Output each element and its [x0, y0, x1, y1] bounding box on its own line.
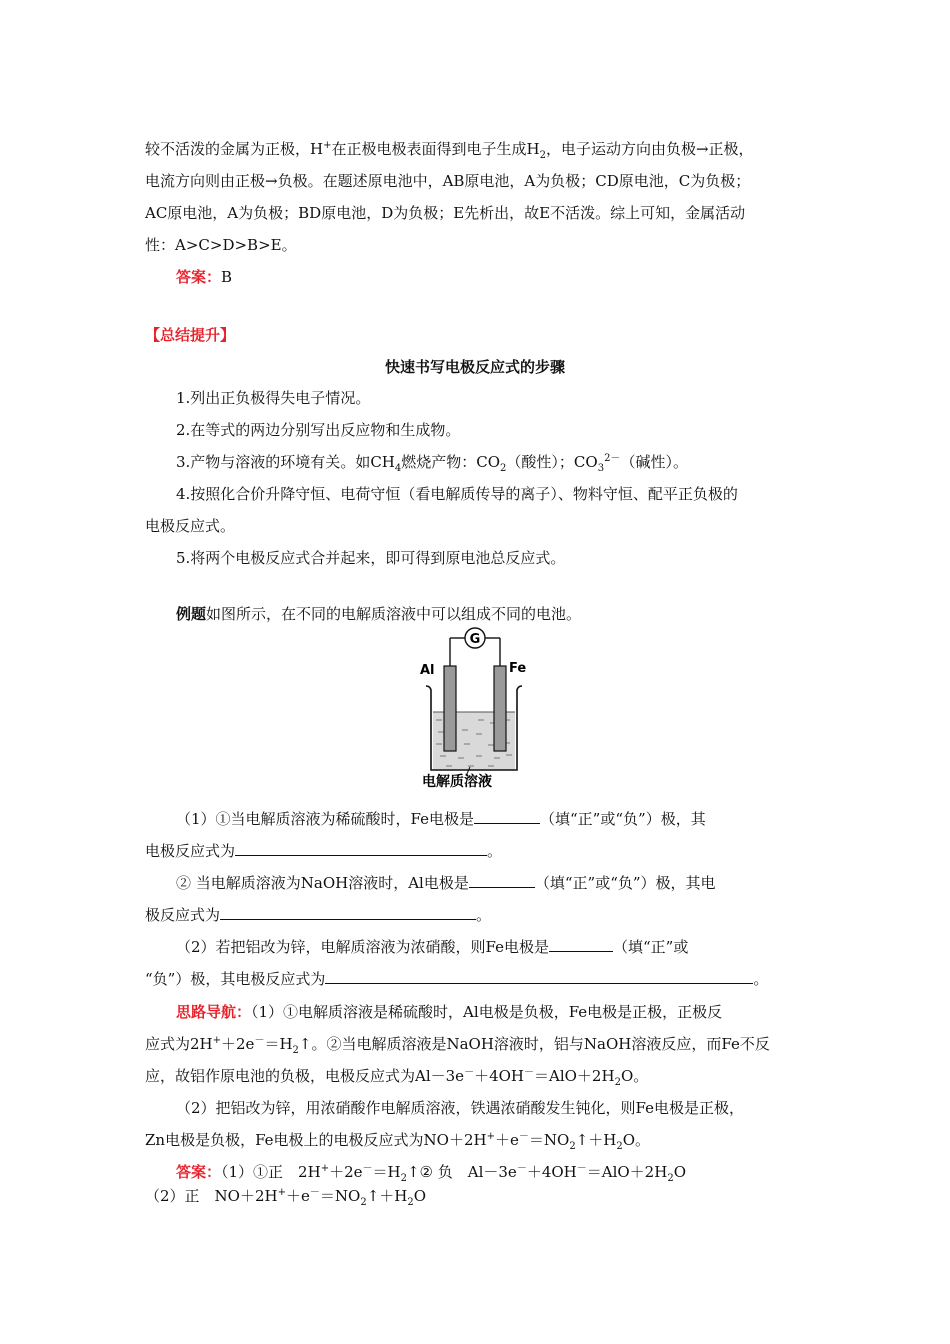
text: 应式为2H	[145, 1035, 213, 1053]
text: ＝H	[372, 1163, 401, 1181]
summary-title: 快速书写电极反应式的步骤	[384, 358, 565, 376]
guide-line-2	[145, 1034, 770, 1054]
summary-step-2: 2.在等式的两边分别写出反应物和生成物。	[176, 421, 461, 439]
superscript: +	[486, 1131, 495, 1142]
text: “负”）极，其电极反应式为	[145, 970, 326, 988]
text: ＝H	[264, 1035, 293, 1053]
summary-heading: 【总结提升】	[145, 326, 236, 344]
answer-blank[interactable]	[235, 841, 487, 856]
answer-blank[interactable]	[549, 937, 613, 952]
answer-value: B	[221, 268, 233, 286]
superscript: －	[518, 1131, 529, 1142]
final-answer-line-1	[176, 1162, 686, 1182]
text: ↑。②当电解质溶液是NaOH溶液时，铝与NaOH溶液反应，而Fe不反	[298, 1035, 770, 1053]
text: （1）①电解质溶液是稀硫酸时，Al电极是负极，Fe电极是正极，正极反	[251, 1003, 723, 1021]
answer-blank[interactable]	[325, 969, 753, 984]
text: ＝NO	[319, 1187, 361, 1205]
question-2-line-b	[145, 969, 768, 989]
text: ＋4OH	[474, 1067, 524, 1085]
text: 应，故铝作原电池的负极，电极反应式为Al－3e	[145, 1067, 465, 1085]
text: ＝AlO＋2H	[534, 1067, 615, 1085]
superscript: 2－	[604, 453, 621, 464]
text: ，电子运动方向由负极→正极，	[545, 140, 754, 158]
example-text: 如图所示，在不同的电解质溶液中可以组成不同的电池。	[206, 605, 582, 623]
text: ＝NO	[528, 1131, 570, 1149]
superscript: +	[323, 140, 332, 151]
superscript: +	[320, 1163, 330, 1174]
analysis-line-3: AC原电池，A为负极；BD原电池，D为负极；E先析出，故E不活泼。综上可知，金属活动	[145, 204, 746, 222]
text: 。	[487, 842, 503, 860]
example-label: 例题	[176, 605, 207, 623]
question-1b-line-a	[176, 873, 716, 893]
superscript: +	[277, 1187, 286, 1198]
analysis-line-1	[145, 139, 754, 159]
text: （酸性）；CO	[506, 453, 598, 471]
al-electrode	[444, 666, 456, 751]
question-1-line-b	[145, 841, 502, 861]
superscript: －	[309, 1187, 320, 1198]
guide-line-3	[145, 1066, 648, 1086]
text: O。	[622, 1131, 651, 1149]
answer-blank[interactable]	[474, 809, 540, 824]
text: （2）若把铝改为锌，电解质溶液为浓硝酸，则Fe电极是	[176, 938, 550, 956]
subscript: 2	[500, 463, 507, 474]
guide-label: 思路导航：	[176, 1003, 252, 1021]
superscript: －	[362, 1163, 373, 1174]
text: ＋4OH	[526, 1163, 577, 1181]
text: ＋e	[285, 1187, 310, 1205]
text: O	[413, 1187, 427, 1205]
summary-step-5: 5.将两个电极反应式合并起来，即可得到原电池总反应式。	[176, 549, 566, 567]
summary-step-4b: 电极反应式。	[145, 517, 236, 535]
analysis-line-4: 性：A>C>D>B>E。	[145, 236, 297, 254]
text: 。	[476, 906, 492, 924]
text: ＋2e	[329, 1163, 363, 1181]
text: （填“正”或“负”）极，其电	[534, 874, 716, 892]
text: Zn电极是负极，Fe电极上的电极反应式为NO＋2H	[145, 1131, 487, 1149]
answer-label: 答案：	[176, 268, 222, 286]
text: 3.产物与溶液的环境有关。如CH	[176, 453, 395, 471]
superscript: +	[212, 1035, 222, 1046]
superscript: －	[516, 1163, 527, 1174]
summary-step-4a: 4.按照化合价升降守恒、电荷守恒（看电解质传导的离子）、物料守恒、配平正负极的	[176, 485, 738, 503]
text: ② 当电解质溶液为NaOH溶液时，Al电极是	[176, 874, 469, 892]
text: ↑＋H	[366, 1187, 408, 1205]
answer-blank[interactable]	[469, 873, 535, 888]
text: （填“正”或“负”）极，其	[540, 810, 706, 828]
text: 。	[753, 970, 769, 988]
superscript: －	[524, 1067, 534, 1078]
subscript: 2	[569, 1141, 576, 1152]
subscript: 2	[616, 1141, 623, 1152]
superscript: －	[464, 1067, 475, 1078]
subscript: 2	[614, 1077, 621, 1088]
text: 在正极电极表面得到电子生成H	[331, 140, 540, 158]
guide-line-5	[145, 1130, 650, 1150]
subscript: 2	[292, 1045, 299, 1056]
al-label: Al	[420, 663, 435, 678]
text: O	[673, 1163, 686, 1181]
text: （碱性）。	[620, 453, 688, 471]
analysis-line-2: 电流方向则由正极→负极。在题述原电池中，AB原电池，A为负极；CD原电池，C为负极；	[145, 172, 751, 190]
subscript: 2	[407, 1197, 414, 1208]
text: 极反应式为	[145, 906, 221, 924]
text: 较不活泼的金属为正极，H	[145, 140, 324, 158]
summary-step-1: 1.列出正负极得失电子情况。	[176, 389, 371, 407]
electrolysis-cell-figure	[418, 624, 528, 794]
subscript: 2	[360, 1197, 367, 1208]
text: （2）正 NO＋2H	[145, 1187, 278, 1205]
question-1b-line-b	[145, 905, 491, 925]
example-prompt	[176, 604, 581, 624]
text: ＋2e	[221, 1035, 255, 1053]
guide-line-4: （2）把铝改为锌，用浓硝酸作电解质溶液，铁遇浓硝酸发生钝化，则Fe电极是正极，	[176, 1099, 745, 1117]
subscript: 2	[539, 150, 546, 161]
summary-step-3	[176, 452, 688, 472]
text: ＋e	[495, 1131, 519, 1149]
analysis-answer	[176, 267, 232, 287]
superscript: －	[576, 1163, 587, 1174]
subscript: 2	[400, 1173, 407, 1184]
answer-blank[interactable]	[220, 905, 476, 920]
text: ↑＋H	[575, 1131, 617, 1149]
text: 燃烧产物：CO	[401, 453, 501, 471]
final-answer-line-2	[145, 1186, 426, 1206]
figure-caption: 电解质溶液	[422, 774, 492, 790]
text: O。	[620, 1067, 649, 1085]
text: （1）①正 2H	[221, 1163, 321, 1181]
superscript: －	[254, 1035, 265, 1046]
fe-electrode	[494, 666, 506, 751]
subscript: 3	[597, 463, 605, 474]
question-1-line-a	[176, 809, 706, 829]
final-answer-label: 答案：	[176, 1163, 222, 1181]
text: （1）①当电解质溶液为稀硫酸时，Fe电极是	[176, 810, 475, 828]
subscript: 4	[394, 463, 402, 474]
text: ↑② 负 Al－3e	[406, 1163, 517, 1181]
text: 电极反应式为	[145, 842, 236, 860]
galvanometer-label: G	[469, 632, 481, 647]
text: （填“正”或	[613, 938, 689, 956]
subscript: 2	[667, 1173, 674, 1184]
question-2-line-a	[176, 937, 688, 957]
text: ＝AlO＋2H	[586, 1163, 668, 1181]
guide-line-1	[176, 1002, 722, 1022]
fe-label: Fe	[509, 661, 527, 676]
